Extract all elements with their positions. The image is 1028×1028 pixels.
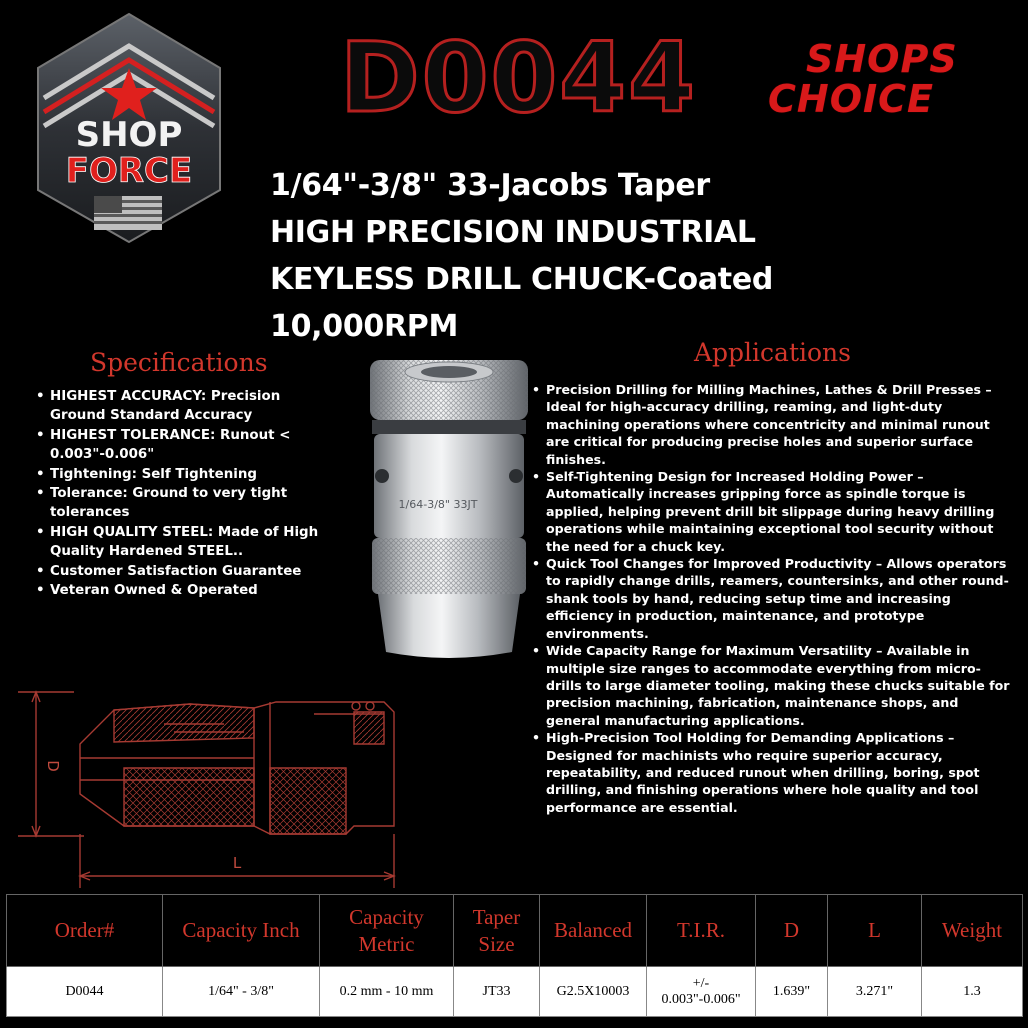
title-line: 10,000RPM [270, 309, 459, 344]
us-flag-icon [94, 196, 162, 230]
application-item: • Wide Capacity Range for Maximum Versatility – Available in multiple size ranges to accommodate everything from micro-drills to large diameter tooling, making these chucks suitable for precision machining, fabrication, maintenance shops, and general manufacturing applications. [532, 642, 1010, 729]
chuck-engraving: 1/64-3/8" 33JT [398, 498, 478, 511]
table-cell: 1.3 [922, 967, 1023, 1017]
table-header: Order# [7, 895, 163, 967]
dimension-d-label: D [44, 760, 62, 772]
table-header: Capacity Inch [163, 895, 320, 967]
table-header: Taper Size [454, 895, 540, 967]
table-header: D [756, 895, 828, 967]
part-number: D0044 [340, 22, 697, 134]
applications-heading: Applications [694, 338, 851, 367]
logo-force-text: FORCE [65, 151, 193, 191]
title-line: KEYLESS DRILL CHUCK-Coated [270, 262, 774, 297]
table-cell: 1/64" - 3/8" [163, 967, 320, 1017]
application-item: • High-Precision Tool Holding for Demanding Applications – Designed for machinists who require superior accuracy, repeatability, and reduced runout when drilling, boring, spot drilling, and finishing operations where hole quality and tool performance are essential. [532, 729, 1010, 816]
product-title [270, 162, 830, 350]
specifications-heading: Specifications [90, 348, 268, 377]
table-cell: JT33 [454, 967, 540, 1017]
table-cell: 0.2 mm - 10 mm [320, 967, 454, 1017]
table-header: L [828, 895, 922, 967]
logo-shops-text: SHOPS [806, 37, 958, 81]
table-cell: +/- 0.003"-0.006" [647, 967, 756, 1017]
table-cell: G2.5X10003 [540, 967, 647, 1017]
table-header: Weight [922, 895, 1023, 967]
applications-list [532, 381, 1010, 816]
drill-chuck-image [366, 358, 532, 664]
spec-item: • HIGHEST TOLERANCE: Runout < 0.003"-0.006" [36, 426, 336, 465]
table-row [7, 967, 1023, 1017]
shop-force-logo [36, 12, 222, 244]
application-item: • Self-Tightening Design for Increased Holding Power – Automatically increases gripping force as spindle torque is applied, helping prevent drill bit slippage during heavy drilling operations while maintaining exceptional tool security without the need for a chuck key. [532, 468, 1010, 555]
table-cell: D0044 [7, 967, 163, 1017]
application-item: • Precision Drilling for Milling Machines, Lathes & Drill Presses – Ideal for high-accuracy drilling, reaming, and light-duty machining operations where concentricity and minimal runout are critical for producing precise holes and superior surface finishes. [532, 381, 1010, 468]
order-spec-table [6, 894, 1023, 1017]
table-header: Capacity Metric [320, 895, 454, 967]
spec-item: • Tolerance: Ground to very tight tolerances [36, 484, 336, 523]
application-item: • Quick Tool Changes for Improved Productivity – Allows operators to rapidly change drills, reamers, countersinks, and other round-shank tools by hand, reducing setup time and increasing efficiency in production, maintenance, and prototype environments. [532, 555, 1010, 642]
spec-item: • Customer Satisfaction Guarantee [36, 562, 336, 581]
table-header-row [7, 895, 1023, 967]
table-cell: 3.271" [828, 967, 922, 1017]
logo-choice-text: CHOICE [768, 77, 934, 121]
table-header: T.I.R. [647, 895, 756, 967]
spec-item: • HIGHEST ACCURACY: Precision Ground Standard Accuracy [36, 387, 336, 426]
technical-drawing [14, 684, 404, 896]
title-line: HIGH PRECISION INDUSTRIAL [270, 215, 756, 250]
table-header: Balanced [540, 895, 647, 967]
table-cell: 1.639" [756, 967, 828, 1017]
shops-choice-logo [760, 36, 1000, 122]
title-line: 1/64"-3/8" 33-Jacobs Taper [270, 168, 710, 203]
logo-shop-text: SHOP [75, 115, 183, 155]
spec-item: • HIGH QUALITY STEEL: Made of High Quality Hardened STEEL.. [36, 523, 336, 562]
spec-item: • Veteran Owned & Operated [36, 581, 336, 600]
specifications-list [36, 387, 336, 600]
spec-item: • Tightening: Self Tightening [36, 465, 336, 484]
dimension-l-label: L [232, 854, 242, 872]
